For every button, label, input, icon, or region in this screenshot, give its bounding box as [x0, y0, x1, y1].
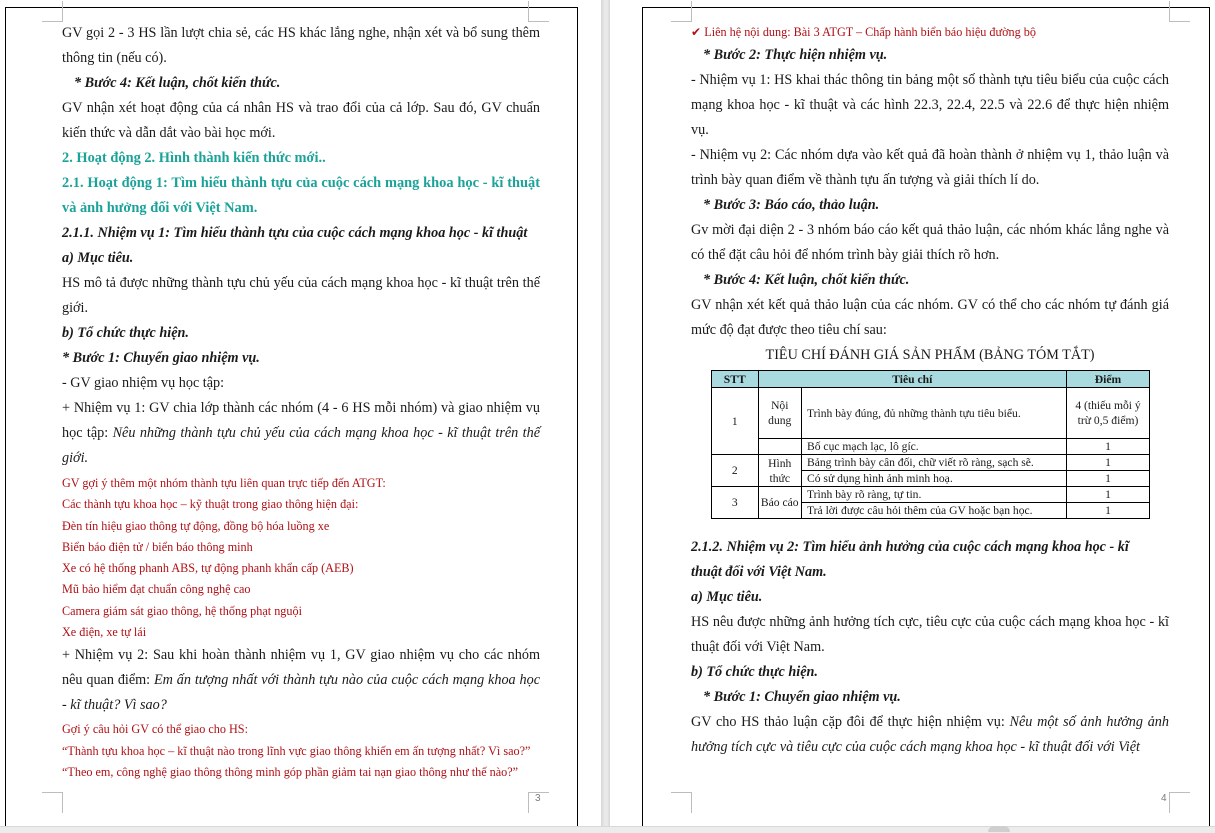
check-icon: ✔ — [691, 25, 702, 39]
text: + Nhiệm vụ 2: Sau khi hoàn thành nhiệm vụ 1, GV giao nhiệm vụ cho các nhóm nêu quan điểm: — [62, 647, 540, 689]
criterion-cell: Bảng trình bày cân đối, chữ viết rõ ràng, sạch sẽ. — [802, 455, 1067, 471]
italic-text: Nêu một số ảnh hưởng ảnh hưởng tích cực và tiêu cực của cuộc cách mạng khoa học - kĩ thuật đối với Việt — [691, 714, 1169, 755]
subsection-heading: 2.1.2. Nhiệm vụ 2: Tìm hiểu ảnh hưởng của cuộc cách mạng khoa học - kĩ thuật đối với Việt Nam. — [691, 539, 1129, 580]
table-header-row — [712, 371, 1150, 388]
step-heading: * Bước 1: Chuyển giao nhiệm vụ. — [62, 350, 260, 366]
paragraph: GV gọi 2 - 3 HS lần lượt chia sẻ, các HS khác lắng nghe, nhận xét và bổ sung thêm thông tin (nếu có). — [62, 25, 540, 66]
header-stt: STT — [712, 371, 759, 388]
table-row — [712, 487, 1150, 503]
margin-corner-mark — [1169, 1, 1190, 22]
table-row — [712, 455, 1150, 471]
paragraph: - GV giao nhiệm vụ học tập: — [62, 375, 225, 391]
score-cell: 1 — [1067, 439, 1150, 455]
table-row — [712, 388, 1150, 439]
page-gap — [578, 0, 642, 832]
scrollbar-thumb[interactable] — [988, 826, 1010, 832]
italic-text: Em ấn tượng nhất với thành tựu nào của cuộc cách mạng khoa học - kĩ thuật? Vì sao? — [62, 672, 540, 714]
note-line: Gợi ý câu hỏi GV có thể giao cho HS: — [62, 722, 248, 737]
table-row — [712, 439, 1150, 455]
margin-corner-mark — [671, 1, 692, 22]
paragraph: GV nhận xét kết quả thảo luận của các nhóm. GV có thể cho các nhóm tự đánh giá mức độ đạt được theo tiêu chí sau: — [691, 297, 1169, 338]
category-cell: Báo cáo — [758, 487, 801, 519]
link-note — [691, 21, 1169, 43]
criterion-cell: Trả lời được câu hỏi thêm của GV hoặc bạn học. — [802, 503, 1067, 519]
page-number: 4 — [1161, 793, 1167, 804]
note-line: Xe có hệ thống phanh ABS, tự động phanh khẩn cấp (AEB) — [62, 561, 354, 576]
text: + Nhiệm vụ 1: GV chia lớp thành các nhóm (4 - 6 HS mỗi nhóm) và giao nhiệm vụ học tập: — [62, 400, 540, 441]
note-line: “Theo em, công nghệ giao thông thông minh góp phần giảm tai nạn giao thông như thế nào?” — [62, 764, 519, 779]
empty-cell — [758, 439, 801, 455]
note-line: Các thành tựu khoa học – kỹ thuật trong giao thông hiện đại: — [62, 497, 359, 512]
subsection-heading: a) Mục tiêu. — [691, 589, 763, 605]
paragraph: - Nhiệm vụ 2: Các nhóm dựa vào kết quả đã hoàn thành ở nhiệm vụ 1, thảo luận và trình bày quan điểm về thành tựu ấn tượng và giải thích lí do. — [691, 147, 1169, 188]
margin-corner-mark — [671, 792, 692, 813]
score-cell: 4 (thiếu mỗi ý trừ 0,5 điểm) — [1067, 388, 1150, 439]
margin-corner-mark — [42, 1, 63, 22]
note-line: Xe điện, xe tự lái — [62, 625, 147, 640]
subsection-heading: b) Tổ chức thực hiện. — [691, 664, 818, 680]
step-heading: * Bước 3: Báo cáo, thảo luận. — [703, 197, 880, 213]
link-note-text: Liên hệ nội dung: Bài 3 ATGT – Chấp hành biển báo hiệu đường bộ — [704, 25, 1036, 39]
table-title: TIÊU CHÍ ĐÁNH GIÁ SẢN PHẨM (BẢNG TÓM TẮT) — [765, 347, 1095, 363]
subsection-heading: 2.1.1. Nhiệm vụ 1: Tìm hiểu thành tựu của cuộc cách mạng khoa học - kĩ thuật — [62, 225, 528, 241]
stt-cell: 2 — [712, 455, 759, 487]
paragraph — [691, 710, 1169, 760]
criterion-cell: Trình bày rõ ràng, tự tin. — [802, 487, 1067, 503]
criterion-cell: Bố cục mạch lạc, lô gíc. — [802, 439, 1067, 455]
note-line: Mũ bảo hiểm đạt chuẩn công nghệ cao — [62, 582, 251, 597]
step-heading: * Bước 2: Thực hiện nhiệm vụ. — [703, 47, 888, 63]
note-line: GV gợi ý thêm một nhóm thành tựu liên quan trực tiếp đến ATGT: — [62, 476, 386, 490]
margin-corner-mark — [42, 792, 63, 813]
paragraph: GV nhận xét hoạt động của cá nhân HS và trao đổi của cả lớp. Sau đó, GV chuẩn kiến thức và dẫn dắt vào bài học mới. — [62, 100, 540, 141]
header-score: Điểm — [1067, 371, 1150, 388]
subsection-heading: a) Mục tiêu. — [62, 250, 134, 266]
red-notes — [62, 473, 540, 643]
criterion-cell: Trình bày đúng, đủ những thành tựu tiêu biểu. — [802, 388, 1067, 439]
step-heading: * Bước 1: Chuyển giao nhiệm vụ. — [703, 689, 901, 705]
paragraph: HS nêu được những ảnh hưởng tích cực, tiêu cực của cuộc cách mạng khoa học - kĩ thuật đối với Việt Nam. — [691, 614, 1169, 655]
paragraph-task-2 — [62, 643, 540, 718]
stt-cell: 3 — [712, 487, 759, 519]
paragraph: - Nhiệm vụ 1: HS khai thác thông tin bảng một số thành tựu tiêu biểu của cuộc cách mạng khoa học - kĩ thuật và các hình 22.3, 22.4, 22.5 và 22.6 để thực hiện nhiệm vụ. — [691, 72, 1169, 138]
page-4-body — [691, 21, 1169, 760]
stt-cell: 1 — [712, 388, 759, 455]
italic-text: Nêu những thành tựu chủ yếu của cách mạng khoa học - kĩ thuật trên thế giới. — [62, 425, 540, 466]
document-page-3 — [5, 7, 578, 827]
note-line: Camera giám sát giao thông, hệ thống phạt nguội — [62, 603, 302, 618]
page-divider-scroll — [601, 0, 610, 826]
step-heading: * Bước 4: Kết luận, chốt kiến thức. — [74, 75, 281, 91]
note-line: Biển báo điện tử / biển báo thông minh — [62, 539, 253, 554]
red-questions — [62, 719, 540, 783]
page-number: 3 — [535, 793, 541, 804]
score-cell: 1 — [1067, 471, 1150, 487]
section-heading: 2.1. Hoạt động 1: Tìm hiểu thành tựu của cuộc cách mạng khoa học - kĩ thuật và ảnh hưởng đối với Việt Nam. — [62, 175, 540, 216]
score-cell: 1 — [1067, 503, 1150, 519]
paragraph-task-1 — [62, 396, 540, 471]
paragraph: HS mô tả được những thành tựu chủ yếu của cách mạng khoa học - kĩ thuật trên thế giới. — [62, 275, 540, 316]
note-line: Đèn tín hiệu giao thông tự động, đồng bộ hóa luồng xe — [62, 518, 330, 533]
step-heading: * Bước 4: Kết luận, chốt kiến thức. — [703, 272, 910, 288]
category-cell: Hình thức — [758, 455, 801, 487]
paragraph: Gv mời đại diện 2 - 3 nhóm báo cáo kết quả thảo luận, các nhóm khác lắng nghe và có thể đặt câu hỏi để nhóm trình bày giải thích rõ hơn. — [691, 222, 1169, 263]
margin-corner-mark — [528, 1, 549, 22]
score-cell: 1 — [1067, 487, 1150, 503]
document-page-4 — [642, 7, 1210, 827]
section-heading: 2. Hoạt động 2. Hình thành kiến thức mới.. — [62, 150, 326, 166]
criterion-cell: Có sử dụng hình ảnh minh hoạ. — [802, 471, 1067, 487]
margin-corner-mark — [1169, 792, 1190, 813]
category-cell: Nội dung — [758, 388, 801, 439]
subsection-heading: b) Tổ chức thực hiện. — [62, 325, 189, 341]
page-3-body — [62, 21, 540, 783]
note-line: “Thành tựu khoa học – kĩ thuật nào trong lĩnh vực giao thông khiến em ấn tượng nhất? Vì sao?” — [62, 743, 531, 758]
text: GV cho HS thảo luận cặp đôi để thực hiện nhiệm vụ: — [691, 714, 1010, 730]
header-criterion: Tiêu chí — [758, 371, 1067, 388]
criteria-table — [711, 370, 1150, 519]
score-cell: 1 — [1067, 455, 1150, 471]
